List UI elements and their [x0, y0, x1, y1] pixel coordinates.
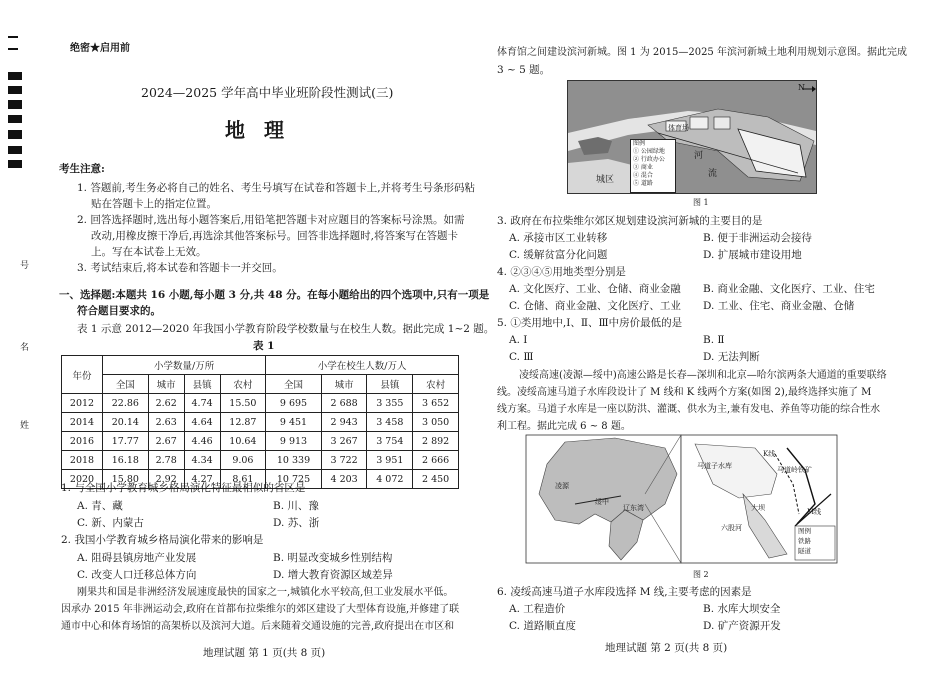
subject-title: 地 理: [225, 118, 290, 142]
map-label-bay: 辽东湾: [623, 504, 644, 512]
table-cell: 3 754: [367, 432, 413, 451]
secret-label: 绝密★启用前: [70, 43, 130, 54]
binding-mark: [8, 36, 18, 38]
table-subheader: 农村: [413, 375, 459, 394]
page-2: [495, 0, 925, 673]
table-cell: 3 722: [321, 451, 367, 470]
notice-heading: 考生注意:: [59, 163, 105, 175]
notice-line: 3. 考试结束后,将本试卷和答题卡一并交回。: [77, 262, 283, 274]
option[interactable]: A. 承接市区工业转移: [509, 232, 608, 244]
page-1: [55, 0, 495, 673]
legend-item: ③ 商业: [633, 164, 653, 171]
option[interactable]: C. 缓解贫富分化问题: [509, 249, 608, 261]
map-label-m-line: M线: [807, 508, 822, 516]
map-label-k-line: K线: [763, 450, 776, 458]
binding-strip: [0, 0, 40, 673]
legend-item: 铁路: [798, 537, 811, 545]
table-cell: 3 458: [367, 413, 413, 432]
table-cell: 3 355: [367, 394, 413, 413]
table-cell: 4.34: [184, 451, 220, 470]
table-subheader: 农村: [220, 375, 266, 394]
table-cell: 10 339: [266, 451, 322, 470]
legend-title: 图例: [633, 140, 646, 147]
table-cell: 2 943: [321, 413, 367, 432]
legend-item: 隧道: [798, 547, 811, 555]
table-cell: 2 892: [413, 432, 459, 451]
option[interactable]: A. Ⅰ: [509, 334, 528, 346]
table-cell: 2.92: [148, 470, 184, 489]
table-cell: 4.74: [184, 394, 220, 413]
option[interactable]: C. 新、内蒙古: [77, 517, 144, 529]
option[interactable]: B. 便于非洲运动会接待: [703, 232, 812, 244]
table-cell: 10.64: [220, 432, 266, 451]
table-cell: 4.46: [184, 432, 220, 451]
table-year-cell: 2020: [62, 470, 103, 489]
option[interactable]: C. 改变人口迁移总体方向: [77, 569, 197, 581]
map-label-iron-mine: 马道岭铁矿: [777, 466, 812, 474]
table-cell: 3 951: [367, 451, 413, 470]
side-label-surname: 姓: [20, 421, 30, 431]
table-cell: 17.77: [103, 432, 149, 451]
option[interactable]: B. 明显改变城乡性别结构: [273, 552, 393, 564]
option[interactable]: A. 青、藏: [77, 500, 123, 512]
map-label-suizhong: 绥中: [595, 498, 609, 506]
table-cell: 8.61: [220, 470, 266, 489]
table-year-header: 年份: [62, 356, 103, 394]
north-arrow-label: N: [798, 83, 805, 92]
table-cell: 2.62: [148, 394, 184, 413]
side-label-number: 号: [20, 261, 30, 271]
table-cell: 2.67: [148, 432, 184, 451]
option[interactable]: A. 阻碍县镇房地产业发展: [77, 552, 197, 564]
binding-mark: [8, 160, 22, 168]
passage-line: 线方案。马道子水库是一座以防洪、灌溉、供水为主,兼有发电、养鱼等功能的综合性水: [497, 404, 881, 415]
figure-1-caption: 图 1: [693, 198, 709, 207]
passage-line: 利工程。据此完成 6 ~ 8 题。: [497, 421, 631, 432]
option[interactable]: B. 川、豫: [273, 500, 319, 512]
option[interactable]: D. 无法判断: [703, 351, 760, 363]
passage-line: 因承办 2015 年非洲运动会,政府在首都布拉柴维尔的郊区建设了大型体育设施,并修建了联: [61, 604, 460, 615]
table-cell: 3 652: [413, 394, 459, 413]
legend-item: ⑤ 道路: [633, 180, 653, 187]
option[interactable]: D. 苏、浙: [273, 517, 320, 529]
legend-title: 图例: [798, 527, 811, 535]
table-cell: 9 913: [266, 432, 322, 451]
table-cell: 10 725: [266, 470, 322, 489]
page-footer: 地理试题 第 1 页(共 8 页): [203, 647, 326, 659]
table-subheader: 全国: [266, 375, 322, 394]
map-label-river: 河: [694, 151, 704, 161]
passage-line: 凌绥高速(凌源—绥中)高速公路是长春—深圳和北京—哈尔滨两条大通道的重要联络: [519, 370, 887, 381]
binding-mark: [8, 115, 22, 123]
question-stem: 2. 我国小学教育城乡格局演化带来的影响是: [61, 534, 264, 546]
map-label-lingyuan: 凌源: [555, 482, 569, 490]
table-subheader: 全国: [103, 375, 149, 394]
table-cell: 2 688: [321, 394, 367, 413]
figure-2-caption: 图 2: [693, 570, 709, 579]
passage-line: 线。凌绥高速马道子水库段设计了 M 线和 K 线两个方案(如图 2),最终选择实施了 M: [497, 387, 872, 398]
table-cell: 16.18: [103, 451, 149, 470]
notice-line: 2. 回答选择题时,选出每小题答案后,用铅笔把答题卡对应题目的答案标号涂黑。如需: [77, 214, 465, 226]
intro-line: 3 ~ 5 题。: [497, 64, 551, 76]
table-cell: 2.78: [148, 451, 184, 470]
option[interactable]: C. 道路顺直度: [509, 620, 576, 632]
section-heading-cont: 符合题目要求的。: [77, 305, 161, 317]
option[interactable]: C. Ⅲ: [509, 351, 534, 363]
legend-item: ② 行政办公: [633, 156, 665, 163]
option[interactable]: A. 文化医疗、工业、仓储、商业金融: [509, 283, 681, 295]
table-year-cell: 2014: [62, 413, 103, 432]
question-stem: 4. ②③④⑤用地类型分别是: [497, 266, 626, 278]
option[interactable]: A. 工程造价: [509, 603, 566, 615]
figure-2-map: [525, 434, 839, 564]
figure-2-graphic: [525, 434, 839, 564]
question-stem: 3. 政府在布拉柴维尔郊区规划建设滨河新城的主要目的是: [497, 215, 763, 227]
notice-line: 贴在答题卡上的指定位置。: [91, 198, 217, 210]
binding-mark: [8, 130, 22, 139]
table-row: [62, 451, 459, 470]
table-group-header: 小学在校生人数/万人: [266, 356, 459, 375]
table-cell: 15.50: [220, 394, 266, 413]
table-caption: 表 1: [253, 340, 275, 352]
table-cell: 4.64: [184, 413, 220, 432]
binding-mark: [8, 86, 22, 94]
table-cell: 3 050: [413, 413, 459, 432]
question-stem: 6. 凌绥高速马道子水库段选择 M 线,主要考虑的因素是: [497, 586, 752, 598]
map-label-stadium: 体育场: [668, 124, 689, 132]
table-subheader: 城市: [148, 375, 184, 394]
option[interactable]: B. 商业金融、文化医疗、工业、住宅: [703, 283, 875, 295]
table-subheader: 县镇: [367, 375, 413, 394]
passage-line: 刚果共和国是非洲经济发展速度最快的国家之一,城镇化水平较高,但工业发展水平低。: [77, 587, 454, 598]
table-cell: 15.80: [103, 470, 149, 489]
table-cell: 4 072: [367, 470, 413, 489]
notice-line: 上。写在本试卷上无效。: [91, 246, 207, 258]
table-cell: 12.87: [220, 413, 266, 432]
section-heading: 一、选择题:本题共 16 小题,每小题 3 分,共 48 分。在每小题给出的四个选项中,只有一项是: [59, 289, 490, 301]
table-cell: 3 267: [321, 432, 367, 451]
table-cell: 9 695: [266, 394, 322, 413]
table-row: [62, 432, 459, 451]
table-year-cell: 2012: [62, 394, 103, 413]
notice-line: 改动,用橡皮擦干净后,再选涂其他答案标号。回答非选择题时,将答案写在答题卡: [91, 230, 459, 242]
table-cell: 2 666: [413, 451, 459, 470]
binding-mark: [8, 146, 22, 154]
table-cell: 4 203: [321, 470, 367, 489]
table-subheader: 县镇: [184, 375, 220, 394]
table-group-header: 小学数量/万所: [103, 356, 266, 375]
option[interactable]: B. 水库大坝安全: [703, 603, 781, 615]
map-label-river: 流: [708, 169, 718, 179]
data-table: [61, 355, 459, 489]
question-stem: 5. ①类用地中,Ⅰ、Ⅱ、Ⅲ中房价最低的是: [497, 317, 683, 329]
table-row: [62, 394, 459, 413]
passage-line: 通市中心和体育场馆的高架桥以及滨河大道。后来随着交通设施的完善,政府提出在市区和: [61, 621, 455, 632]
table-cell: 2 450: [413, 470, 459, 489]
binding-mark: [8, 100, 22, 109]
option[interactable]: B. Ⅱ: [703, 334, 725, 346]
exam-title: 2024—2025 学年高中毕业班阶段性测试(三): [141, 85, 394, 100]
table-body: [62, 394, 459, 489]
table-subheader-row: [62, 375, 459, 394]
question-stem: 1. 与全国小学教育城乡格局演化特征最相似的省区是: [61, 482, 306, 494]
table-year-cell: 2016: [62, 432, 103, 451]
page-footer: 地理试题 第 2 页(共 8 页): [605, 642, 728, 654]
legend-item: ④ 混合: [633, 172, 653, 179]
side-label-name: 名: [20, 343, 30, 353]
legend-item: ① 公园绿地: [633, 148, 665, 155]
table-row: [62, 413, 459, 432]
option[interactable]: D. 工业、住宅、商业金融、仓储: [703, 300, 855, 312]
option[interactable]: D. 扩展城市建设用地: [703, 249, 802, 261]
map-label-city: 城区: [596, 175, 615, 185]
map-label-reservoir: 马道子水库: [697, 462, 732, 470]
option[interactable]: C. 仓储、商业金融、文化医疗、工业: [509, 300, 681, 312]
map-label-river: 六股河: [721, 524, 742, 532]
table-cell: 4.27: [184, 470, 220, 489]
table-cell: 9 451: [266, 413, 322, 432]
map-label-dam: 大坝: [751, 504, 765, 512]
table-cell: 22.86: [103, 394, 149, 413]
intro-line: 体育馆之间建设滨河新城。图 1 为 2015—2025 年滨河新城土地利用规划示意图。据此完成: [497, 47, 907, 58]
table-cell: 9.06: [220, 451, 266, 470]
table-cell: 20.14: [103, 413, 149, 432]
option[interactable]: D. 矿产资源开发: [703, 620, 781, 632]
binding-mark: [8, 48, 18, 50]
binding-mark: [8, 72, 22, 80]
table-intro: 表 1 示意 2012—2020 年我国小学教育阶段学校数量与在校生人数。据此完成 1~2 题。: [77, 323, 495, 335]
table-subheader: 城市: [321, 375, 367, 394]
option[interactable]: D. 增大教育资源区域差异: [273, 569, 393, 581]
figure-1-map: [567, 80, 817, 194]
table-year-cell: 2018: [62, 451, 103, 470]
notice-line: 1. 答题前,考生务必将自己的姓名、考生号填写在试卷和答题卡上,并将考生号条形码粘: [77, 182, 476, 194]
figure-1-legend: [630, 139, 676, 193]
table-cell: 2.63: [148, 413, 184, 432]
